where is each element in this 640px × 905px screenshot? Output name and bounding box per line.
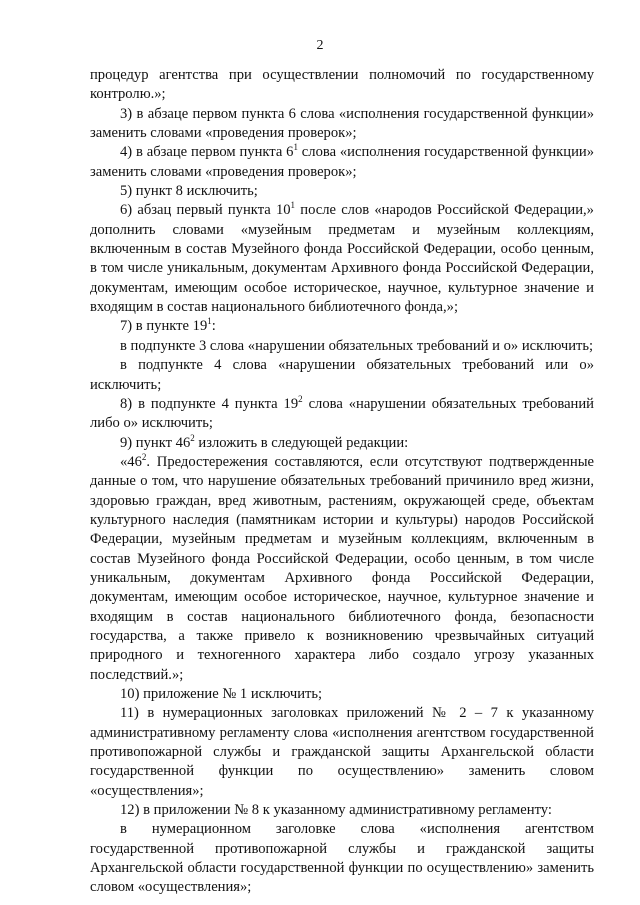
paragraph: 10) приложение № 1 исключить; bbox=[120, 686, 323, 702]
paragraph: 8) в подпункте 4 пункта $19^2$ слова «нарушении обязательных требований либо о» исключить; bbox=[90, 393, 594, 432]
paragraph: 11) в нумерационных заголовках приложений № 2 – 7 к указанному административному регламенту слова «исполнения агентством государственной противопожарной службы и гражданской защиты Архангельской области государственной функции по осуществлению» заменить словом «осуществления»; bbox=[90, 705, 594, 799]
paragraph: 4) в абзаце первом пункта $6^1$ слова «исполнения государственной функции» заменить словами «проведения проверок»; bbox=[90, 142, 594, 180]
paragraph: в нумерационном заголовке слова «исполнения агентством государственной противопожарной службы и гражданской защиты Архангельской области государственной функции по осуществлению» заменить словом «осуществления»; bbox=[90, 821, 594, 896]
page-number: 2 bbox=[316, 38, 324, 53]
paragraph: 12) в приложении № 8 к указанному административному регламенту: bbox=[120, 802, 552, 819]
paragraph: 9) пункт $46^2$ изложить в следующей редакции: bbox=[120, 432, 409, 451]
paragraph: 3) в абзаце первом пункта 6 слова «исполнения государственной функции» заменить словами «проведения проверок»; bbox=[90, 105, 594, 142]
paragraph: в подпункте 4 слова «нарушении обязательных требований или о» исключить; bbox=[90, 357, 594, 393]
paragraph: 6) абзац первый пункта $10^1$ после слов «народов Российской Федерации,» дополнить словами «музейным предметам и музейным коллекциям, включенным в состав Музейного фонда Российской Федерации, особо ценным, в том числе уникальным, документам Архивного фонда Российской Федерации, документам, имеющим особое историческое, научное, культурное значение и входящим в состав национального библиотечного фонда,»; bbox=[90, 200, 594, 316]
paragraph: процедур агентства при осуществлении полномочий по государственному контролю.»; bbox=[90, 67, 594, 103]
paragraph: «$46^2$. Предостережения составляются, если отсутствуют подтвержденные данные о том, что нарушение обязательных требований причинило вред жизни, здоровью граждан, вред животным, растениям, окружающей среде, объектам культурного наследия (памятникам истории и культуры) народов Российской Федерации, музейным предметам и музейным коллекциям, включенным в состав Музейного фонда Российской Федерации, особо ценным, в том числе уникальным, документам Архивного фонда Российской Федерации, документам, имеющим особое историческое, научное, культурное значение и входящим в состав национального библиотечного фонда, безопасности государства, а также привело к возникновению чрезвычайных ситуаций природного и техногенного характера либо создало угрозу указанных последствий.»; bbox=[90, 451, 594, 683]
paragraph: в подпункте 3 слова «нарушении обязательных требований и о» исключить; bbox=[120, 337, 594, 354]
paragraph: 5) пункт 8 исключить; bbox=[120, 183, 258, 200]
paragraph: 7) в пункте $19^1$: bbox=[120, 316, 216, 335]
document-body bbox=[90, 66, 594, 898]
